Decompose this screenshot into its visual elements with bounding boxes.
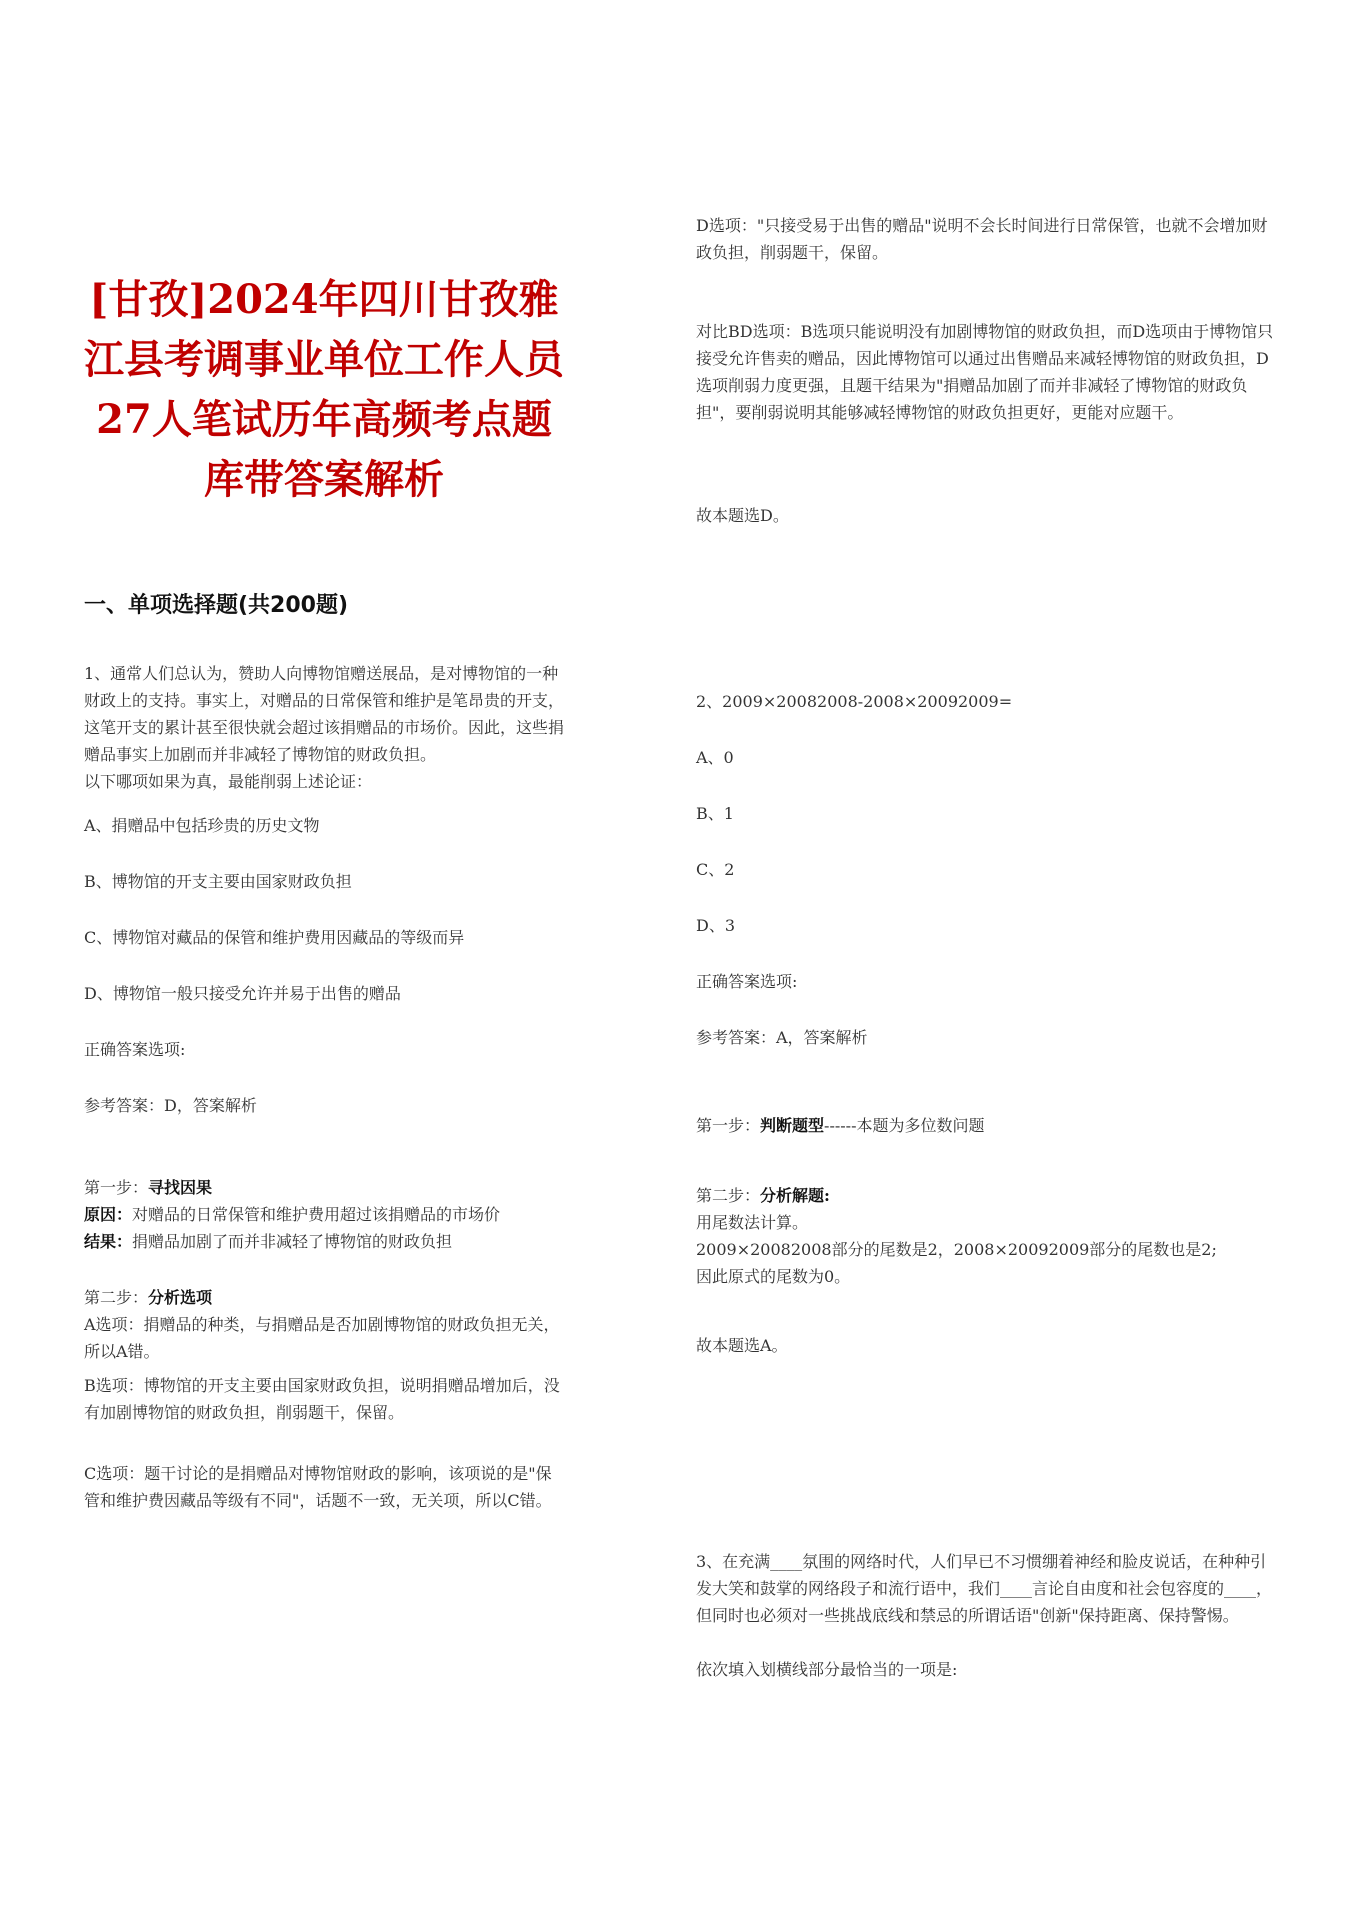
q2-conclusion: 故本题选A。: [696, 1336, 788, 1355]
q2-line1: 用尾数法计算。: [696, 1213, 809, 1232]
document-title: [甘孜]2024年四川甘孜雅江县考调事业单位工作人员27人笔试历年高频考点题库带答案解析: [84, 276, 564, 503]
q2-step2: [696, 1182, 830, 1209]
q1-analysis-a: A选项：捐赠品的种类，与捐赠品是否加剧博物馆的财政负担无关，所以A错。: [84, 1315, 560, 1361]
q2-line2: 2009×20082008部分的尾数是2，2008×20092009部分的尾数也是2;: [696, 1240, 1217, 1259]
step1-heading: 寻找因果: [148, 1178, 213, 1197]
q2-option-b: B、1: [696, 804, 734, 823]
q1-option-b: B、博物馆的开支主要由国家财政负担: [84, 872, 352, 891]
q2-step2-heading: 分析解题:: [760, 1186, 830, 1205]
cause-text: 对赠品的日常保管和维护费用超过该捐赠品的市场价: [132, 1205, 501, 1224]
q1-analysis-c: C选项：题干讨论的是捐赠品对博物馆财政的影响，该项说的是"保管和维护费因藏品等级有不同"，话题不一致，无关项，所以C错。: [84, 1464, 552, 1510]
q1-step1: [84, 1174, 212, 1201]
q1-option-a: A、捐赠品中包括珍贵的历史文物: [84, 816, 320, 835]
cause-label: 原因：: [84, 1205, 133, 1224]
q2-reference: 参考答案：A，答案解析: [696, 1028, 868, 1047]
effect-label: 结果：: [84, 1232, 133, 1251]
q2-option-d: D、3: [696, 916, 736, 935]
q2-step1-heading: 判断题型: [760, 1116, 825, 1135]
q1-compare: 对比BD选项：B选项只能说明没有加剧博物馆的财政负担，而D选项由于博物馆只接受允许售卖的赠品，因此博物馆可以通过出售赠品来减轻博物馆的财政负担，D选项削弱力度更强，且题干结果为"捐赠品加剧了而并非减轻了博物馆的财政负担"，要削弱说明其能够减轻博物馆的财政负担更好，更能对应题干。: [696, 322, 1274, 422]
q2-stem: 2、2009×20082008-2008×20092009=: [696, 692, 1013, 711]
q1-option-d: D、博物馆一般只接受允许并易于出售的赠品: [84, 984, 401, 1003]
q1-option-c: C、博物馆对藏品的保管和维护费用因藏品的等级而异: [84, 928, 465, 947]
q1-answer-label: 正确答案选项:: [84, 1040, 186, 1059]
q1-step2: [84, 1284, 212, 1311]
q1-analysis-b: B选项：博物馆的开支主要由国家财政负担，说明捐赠品增加后，没有加剧博物馆的财政负担，削弱题干，保留。: [84, 1376, 560, 1422]
q2-option-c: C、2: [696, 860, 735, 879]
q1-cause: [84, 1201, 564, 1228]
q1-reference: 参考答案：D，答案解析: [84, 1096, 257, 1115]
q2-step1-prefix: 第一步：: [696, 1116, 761, 1135]
section-title: 一、单项选择题(共200题): [84, 593, 349, 618]
q3-stem: 3、在充满____氛围的网络时代，人们早已不习惯绷着神经和脸皮说话，在种种引发大笑和鼓掌的网络段子和流行语中，我们____言论自由度和社会包容度的____，但同时也必须对一些挑战底线和禁忌的所谓话语"创新"保持距离、保持警惕。: [696, 1552, 1273, 1625]
q2-step2-prefix: 第二步：: [696, 1186, 761, 1205]
q1-stem: 1、通常人们总认为，赞助人向博物馆赠送展品，是对博物馆的一种财政上的支持。事实上，对赠品的日常保管和维护是笔昂贵的开支，这笔开支的累计甚至很快就会超过该捐赠品的市场价。因此，这些捐赠品事实上加剧而并非减轻了博物馆的财政负担。: [84, 664, 565, 764]
step1-prefix: 第一步：: [84, 1178, 149, 1197]
q2-line3: 因此原式的尾数为0。: [696, 1267, 851, 1286]
q2-step1-rest: ------本题为多位数问题: [824, 1116, 985, 1135]
step2-prefix: 第二步：: [84, 1288, 149, 1307]
effect-text: 捐赠品加剧了而并非减轻了博物馆的财政负担: [132, 1232, 453, 1251]
step2-heading: 分析选项: [148, 1288, 213, 1307]
q3-question: 依次填入划横线部分最恰当的一项是:: [696, 1660, 958, 1679]
q2-option-a: A、0: [696, 748, 734, 767]
q1-question: 以下哪项如果为真，最能削弱上述论证：: [84, 772, 373, 791]
q2-answer-label: 正确答案选项:: [696, 972, 798, 991]
q1-conclusion: 故本题选D。: [696, 506, 789, 525]
q2-step1: [696, 1112, 984, 1139]
q1-effect: [84, 1228, 564, 1255]
q1-analysis-d: D选项："只接受易于出售的赠品"说明不会长时间进行日常保管，也就不会增加财政负担，削弱题干，保留。: [696, 216, 1268, 262]
left-column: [84, 270, 565, 1510]
